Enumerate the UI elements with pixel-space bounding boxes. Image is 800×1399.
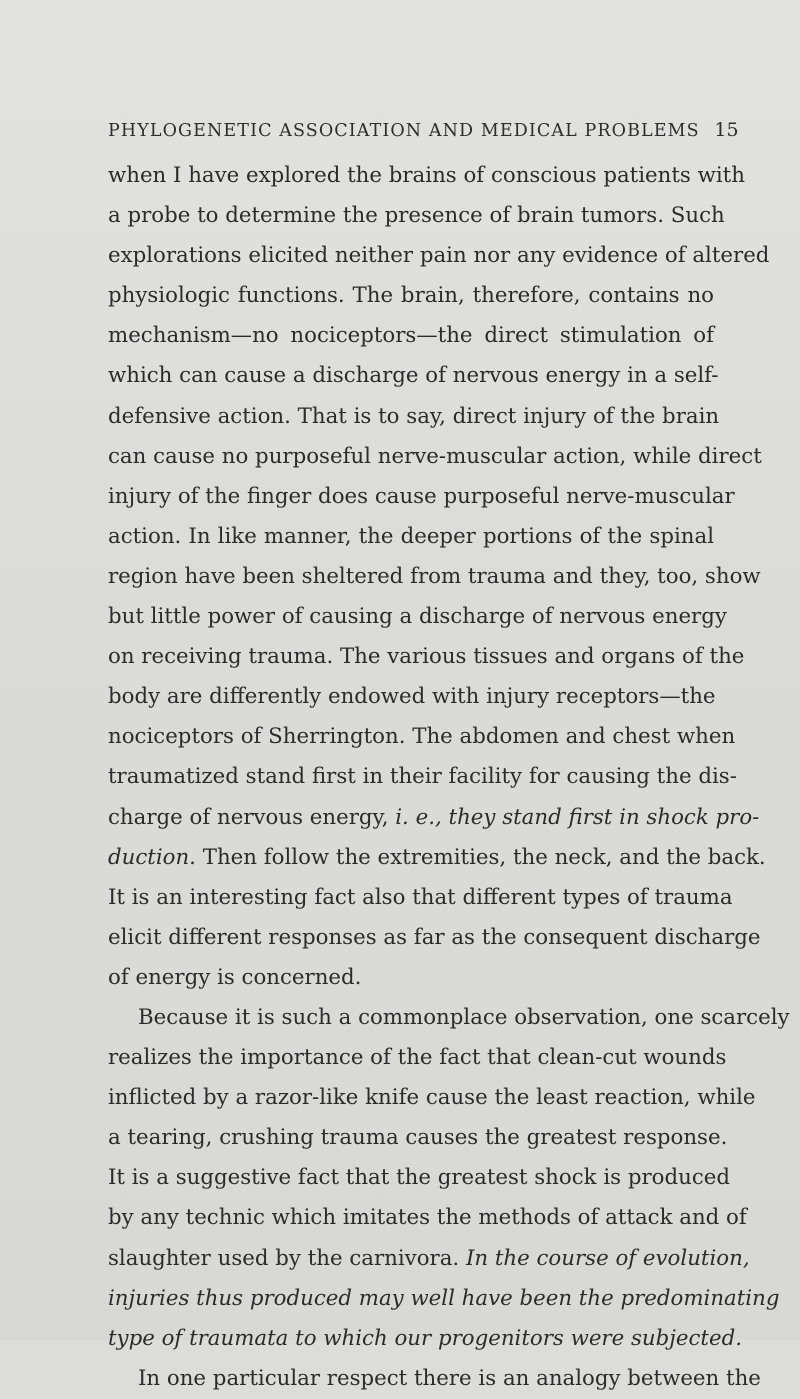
text-line (108, 1158, 730, 1198)
text-segment: injury of the finger does cause purposeful nerve-muscular (108, 483, 735, 509)
text-line (108, 1239, 750, 1279)
text-line (108, 1319, 742, 1359)
text-segment: region have been sheltered from trauma and they, too, show (108, 563, 761, 589)
text-line (108, 1198, 747, 1238)
text-line (108, 1118, 728, 1158)
text-segment: mechanism—no nociceptors—the direct stimulation of (108, 323, 714, 349)
text-line (108, 276, 714, 316)
text-segment: explorations elicited neither pain nor any evidence of altered (108, 243, 770, 269)
text-segment: a tearing, crushing trauma causes the greatest response. (108, 1125, 728, 1151)
text-segment: Then follow the extremities, the neck, and the back. (195, 844, 766, 870)
body-text (108, 156, 790, 1399)
text-segment: body are differently endowed with injury receptors—the (108, 684, 716, 710)
text-segment: physiologic functions. The brain, therefore, contains no (108, 283, 714, 309)
text-segment: elicit different responses as far as the consequent discharge (108, 924, 761, 950)
text-line (108, 196, 725, 236)
text-segment: Because it is such a commonplace observation, one scarcely (138, 1004, 790, 1030)
italic-text: duction. (108, 844, 196, 870)
text-line (108, 1279, 780, 1319)
text-segment: but little power of causing a discharge of nervous energy (108, 604, 727, 630)
text-line (108, 356, 719, 396)
text-line (108, 156, 745, 196)
italic-text: In the course of evolution, (465, 1245, 750, 1271)
text-line (108, 838, 766, 878)
text-line (108, 1359, 761, 1399)
text-segment: a probe to determine the presence of brain tumors. Such (108, 203, 725, 229)
text-line (108, 236, 770, 276)
text-line (108, 316, 714, 356)
text-line (108, 918, 761, 958)
text-line (108, 1078, 756, 1118)
text-line (108, 557, 761, 597)
text-line (108, 677, 714, 717)
text-segment: traumatized stand first in their facility for causing the dis- (108, 764, 737, 790)
text-segment: realizes the importance of the fact that clean-cut wounds (108, 1045, 727, 1071)
running-title: PHYLOGENETIC ASSOCIATION AND MEDICAL PROBLEMS (108, 121, 700, 141)
italic-text: injuries thus produced may well have been the predominating (108, 1285, 780, 1311)
page-number: 15 (714, 119, 739, 141)
text-line (108, 597, 727, 637)
text-segment: defensive action. That is to say, direct injury of the brain (108, 403, 720, 429)
text-segment: It is a suggestive fact that the greatest shock is produced (108, 1165, 730, 1191)
text-line (108, 998, 790, 1038)
text-segment: of energy is concerned. (108, 964, 362, 990)
text-segment: on receiving trauma. The various tissues and organs of the (108, 644, 745, 670)
text-line (108, 437, 762, 477)
text-segment: which can cause a discharge of nervous energy in a self- (108, 363, 719, 389)
text-segment: slaughter used by the carnivora. (108, 1245, 466, 1271)
text-segment: by any technic which imitates the methods of attack and of (108, 1205, 747, 1231)
text-segment: when I have explored the brains of conscious patients with (108, 163, 745, 188)
text-line (108, 637, 745, 677)
text-segment: can cause no purposeful nerve-muscular action, while direct (108, 443, 762, 469)
text-segment: nociceptors of Sherrington. The abdomen and chest when (108, 724, 736, 750)
italic-text: i. e., they stand first in shock pro- (395, 804, 760, 830)
text-segment: action. In like manner, the deeper portions of the spinal (108, 523, 714, 549)
italic-text: type of traumata to which our progenitors were subjected. (108, 1325, 742, 1351)
text-segment: In one particular respect there is an analogy between the (138, 1365, 761, 1391)
text-line (108, 1038, 727, 1078)
text-segment: charge of nervous energy, (108, 804, 396, 830)
text-line (108, 477, 735, 517)
text-line (108, 878, 733, 918)
text-line (108, 397, 720, 437)
text-line (108, 958, 714, 998)
text-line (108, 517, 714, 557)
text-line (108, 717, 736, 757)
text-segment: It is an interesting fact also that different types of trauma (108, 884, 733, 910)
text-segment: inflicted by a razor-like knife cause the least reaction, while (108, 1085, 756, 1111)
text-line (108, 757, 737, 797)
running-header (108, 119, 738, 141)
text-line (108, 798, 760, 838)
